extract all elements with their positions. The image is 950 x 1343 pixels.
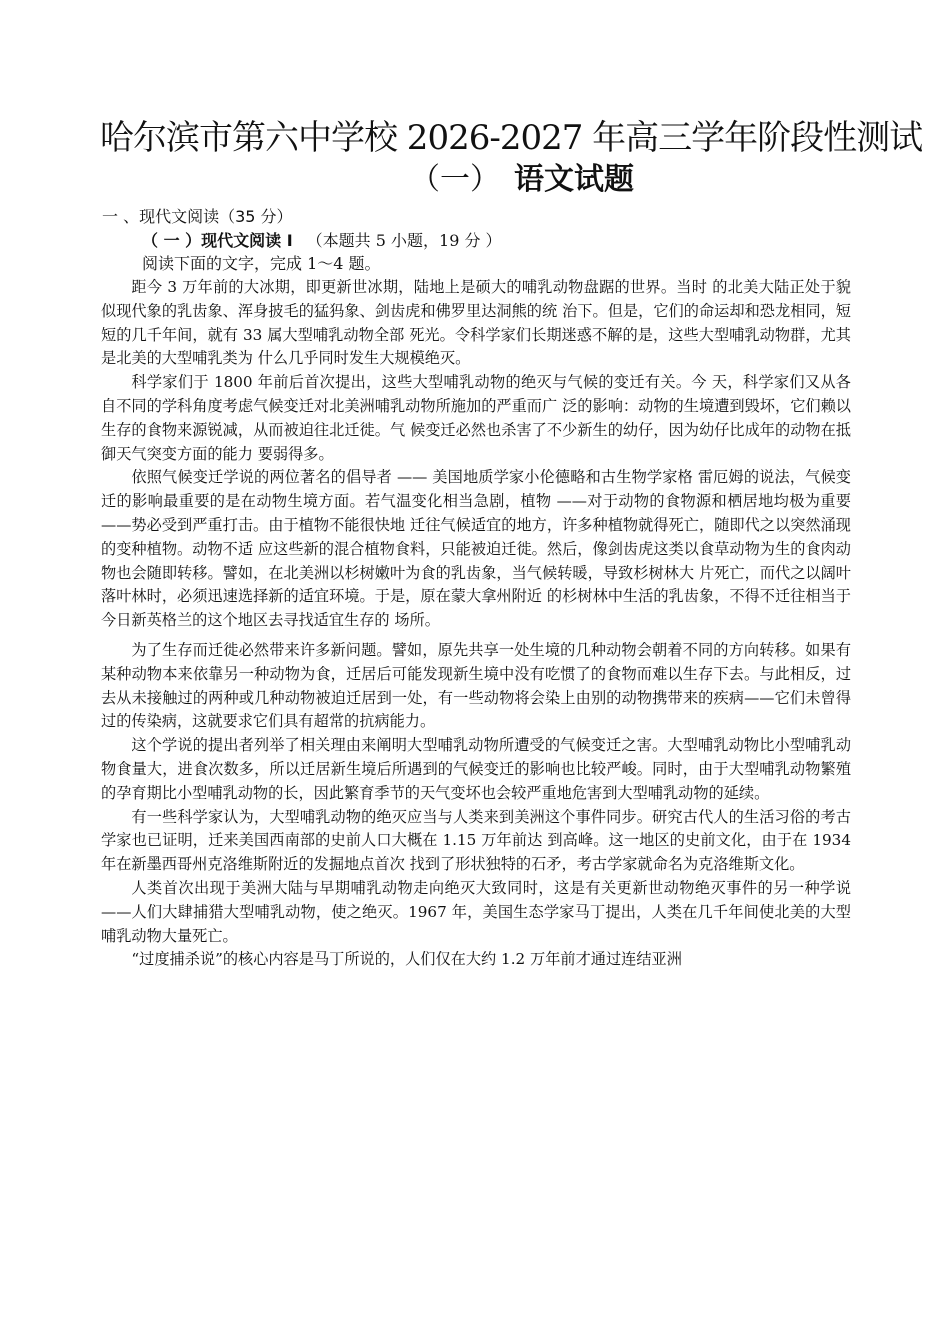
exam-part-number: （一） xyxy=(410,162,500,197)
section-heading: 一 、现代文阅读（35 分） xyxy=(102,207,293,226)
passage-paragraph: 距今 3 万年前的大冰期，即更新世冰期，陆地上是硕大的哺乳动物盘踞的世界。当时 的北美大陆正处于貌似现代象的乳齿象、浑身披毛的猛犸象、剑齿虎和佛罗里达洞熊的统 治下。但是，它们的命运却和恐龙相同，短短的几千年间，就有 33 属大型哺乳动物全部 死光。令科学家们长期迷惑不解的是，这些大型哺乳动物群，尤其是北美的大型哺乳类为 什么几乎同时发生大规模绝灭。 xyxy=(101,278,851,368)
exam-title: 哈尔滨市第六中学校 2026-2027 年高三学年阶段性测试 xyxy=(100,118,923,158)
passage-paragraph: “过度捕杀说”的核心内容是马丁所说的，人们仅在大约 1.2 万年前才通过连结亚洲 xyxy=(131,950,682,969)
exam-subtitle xyxy=(410,160,710,200)
reading-passage xyxy=(101,276,851,972)
passage-paragraph: 这个学说的提出者列举了相关理由来阐明大型哺乳动物所遭受的气候变迁之害。大型哺乳动物比小型哺乳动物食量大，进食次数多，所以迁居新生境后所遇到的气候变迁的影响也比较严峻。同时，由于大型哺乳动物繁殖的孕育期比小型哺乳动物的长，因此繁育季节的天气变坏也会较严重地危害到大型哺乳动物的延续。 xyxy=(101,736,851,802)
passage-paragraph: 科学家们于 1800 年前后首次提出，这些大型哺乳动物的绝灭与气候的变迁有关。今 天，科学家们又从各自不同的学科角度考虑气候变迁对北美洲哺乳动物所施加的严重而广 泛的影响：动物的生境遭到毁坏，它们赖以生存的食物来源锐减，从而被迫往北迁徙。气 候变迁必然也杀害了不少新生的幼仔，因为幼仔比成年的动物在抵御天气突变方面的能力 要弱得多。 xyxy=(101,373,851,463)
exam-subject: 语文试题 xyxy=(514,162,634,197)
subsection-score-note: （本题共 5 小题，19 分 ） xyxy=(306,231,502,250)
passage-paragraph: 依照气候变迁学说的两位著名的倡导者 —— 美国地质学家小伦德略和古生物学家格 雷厄姆的说法，气候变迁的影响最重要的是在动物生境方面。若气温变化相当急剧，植物 ——对于动物的食物源和栖居地均极为重要——势必受到严重打击。由于植物不能很快地 迁往气候适宜的地方，许多种植物就得死亡，随即代之以突然涌现的变种植物。动物不适 应这些新的混合植物食料，只能被迫迁徙。然后，像剑齿虎这类以食草动物为生的食肉动 物也会随即转移。譬如，在北美洲以杉树嫩叶为食的乳齿象，当气候转暖，导致杉树林大 片死亡，而代之以阔叶落叶林时，必须迅速选择新的适宜环境。于是，原在蒙大拿州附近 的杉树林中生活的乳齿象，不得不迁往相当于今日新英格兰的这个地区去寻找适宜生存的 场所。 xyxy=(101,468,851,630)
passage-paragraph: 有一些科学家认为，大型哺乳动物的绝灭应当与人类来到美洲这个事件同步。研究古代人的生活习俗的考古学家也已证明，迁来美国西南部的史前人口大概在 1.15 万年前达 到高峰。这一地区的史前文化，由于在 1934 年在新墨西哥州克洛维斯附近的发掘地点首次 找到了形状独特的石矛，考古学家就命名为克洛维斯文化。 xyxy=(101,807,851,874)
reading-instruction: 阅读下面的文字，完成 1～4 题。 xyxy=(142,254,381,273)
passage-paragraph: 为了生存而迁徙必然带来许多新问题。譬如，原先共享一处生境的几种动物会朝着不同的方向转移。如果有某种动物本来依靠另一种动物为食，迁居后可能发现新生境中没有吃惯了的食物而难以生存下去。与此相反，过去从未接触过的两种或几种动物被迫迁居到一处，有一些动物将会染上由别的动物携带来的疾病——它们未曾得过的传染病，这就要求它们具有超常的抗病能力。 xyxy=(101,640,851,731)
subsection-heading xyxy=(142,230,502,252)
subsection-label: （ 一 ）现代文阅读 I xyxy=(142,231,293,250)
passage-paragraph: 人类首次出现于美洲大陆与早期哺乳动物走向绝灭大致同时，这是有关更新世动物绝灭事件的另一种学说——人们大肆捕猎大型哺乳动物，使之绝灭。1967 年，美国生态学家马丁提出，人类在几千年间使北美的大型哺乳动物大量死亡。 xyxy=(101,878,851,945)
